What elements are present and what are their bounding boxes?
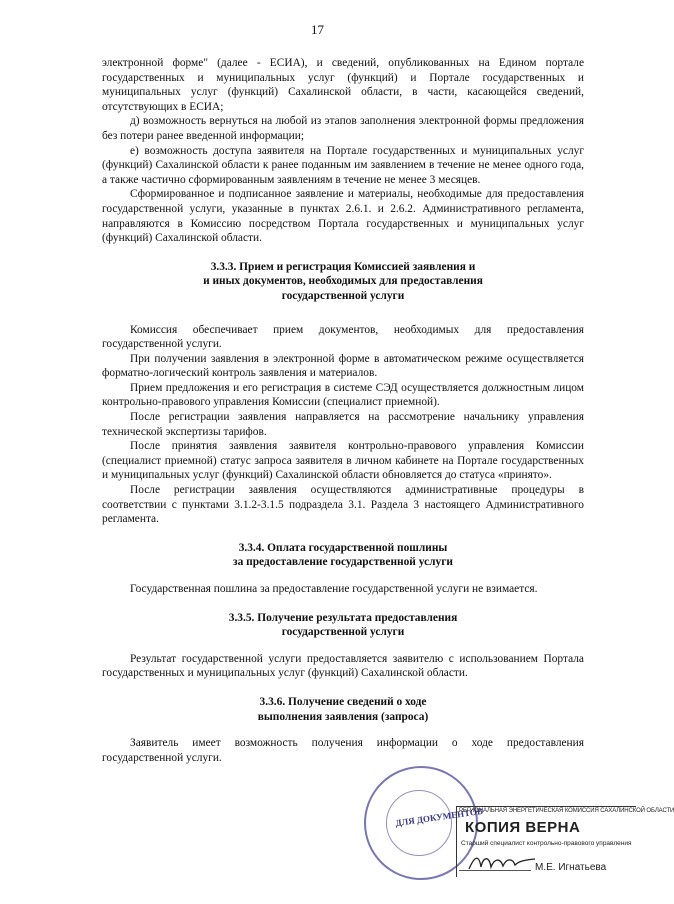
- section-heading-3-3-3: [102, 260, 584, 304]
- paragraph: Государственная пошлина за предоставление государственной услуги не взимается.: [130, 583, 538, 595]
- heading-line: за предоставление государственной услуги: [233, 556, 453, 569]
- section-3-3-6-body: [102, 736, 584, 765]
- paragraph: Комиссия обеспечивает прием документов, необходимых для предоставления государственной услуги.: [102, 323, 584, 351]
- stamp-role: Старший специалист контрольно-правового управления: [461, 840, 632, 847]
- section-3-3-5-body: [102, 652, 584, 681]
- paragraph: После регистрации заявления направляется на рассмотрение начальнику управления технической экспертизы тарифов.: [102, 411, 584, 438]
- page-number: 17: [311, 22, 324, 37]
- paragraph: Результат государственной услуги предоставляется заявителю с использованием Портала государственных и муниципальных услуг (функций) Сахалинской области.: [102, 652, 584, 680]
- section-3-3-3-body: [102, 323, 584, 527]
- section-heading-3-3-6: [102, 695, 584, 724]
- section-heading-3-3-5: [102, 611, 584, 640]
- certified-copy-stamp: [456, 806, 674, 877]
- section-heading-3-3-4: [102, 541, 584, 570]
- stamp-title: КОПИЯ ВЕРНА: [465, 819, 581, 836]
- heading-line: и иных документов, необходимых для предоставления: [203, 275, 483, 288]
- paragraph: Сформированное и подписанное заявление и материалы, необходимые для предоставления государственной услуги, указанные в пунктах 2.6.1. и 2.6.2. Административного регламента, направляются в Комиссию посредством Портала государственных и муниципальных услуг (функций) Сахалинской области.: [102, 188, 584, 245]
- paragraph: электронной форме" (далее - ЕСИА), и сведений, опубликованных на Едином портале государственных и муниципальных услуг (функций) и Портале государственных и муниципальных услуг (функций) Сахалинской области, в части, касающейся сведений, отсутствующих в ЕСИА;: [102, 57, 584, 113]
- signature-line: [459, 870, 531, 871]
- paragraph: После регистрации заявления осуществляются административные процедуры в соответствии с пунктами 3.1.2-3.1.5 подраздела 3.1. Раздела 3 настоящего Административного регламента.: [102, 484, 584, 526]
- heading-line: государственной услуги: [281, 289, 405, 302]
- heading-line: 3.3.5. Получение результата предоставления: [228, 611, 458, 624]
- heading-line: 3.3.3. Прием и регистрация Комиссией заявления и: [210, 260, 476, 273]
- paragraph: Прием предложения и его регистрация в системе СЭД осуществляется должностным лицом контрольно-правового управления Комиссии (специалист приемной).: [102, 381, 584, 409]
- stamp-organization: РЕГИОНАЛЬНАЯ ЭНЕРГЕТИЧЕСКАЯ КОМИССИЯ САХАЛИНСКОЙ ОБЛАСТИ: [459, 808, 674, 814]
- paragraph: е) возможность доступа заявителя на Портале государственных и муниципальных услуг (функций) Сахалинской области к ранее поданным им заявлением в течение не менее одного года, а также частично сформированным заявлениям в течение не менее 3 месяцев.: [102, 144, 584, 186]
- paragraph: Заявитель имеет возможность получения информации о ходе предоставления государственной услуги.: [102, 737, 584, 764]
- stamp-signer-name: М.Е. Игнатьева: [535, 862, 607, 873]
- heading-line: выполнения заявления (запроса): [257, 710, 429, 723]
- top-paragraphs: [102, 56, 584, 246]
- paragraph: При получении заявления в электронной форме в автоматическом режиме осуществляется форматно-логический контроль заявления и материалов.: [102, 352, 584, 380]
- seal-text: ДЛЯ ДОКУМЕНТОВ: [394, 805, 484, 829]
- paragraph: д) возможность вернуться на любой из этапов заполнения электронной формы предложения без потери ранее введенной информации;: [102, 115, 584, 142]
- heading-line: 3.3.4. Оплата государственной пошлины: [238, 541, 448, 554]
- section-3-3-4-body: [102, 582, 584, 597]
- heading-line: 3.3.6. Получение сведений о ходе: [259, 695, 427, 708]
- heading-line: государственной услуги: [281, 626, 405, 639]
- paragraph: После принятия заявления заявителя контрольно-правового управления Комиссии (специалист приемной) статус запроса заявителя в личном кабинете на Портале государственных и муниципальных услуг (функций) Сахалинской области обновляется до статуса «принято».: [102, 440, 584, 482]
- document-body: [102, 56, 584, 765]
